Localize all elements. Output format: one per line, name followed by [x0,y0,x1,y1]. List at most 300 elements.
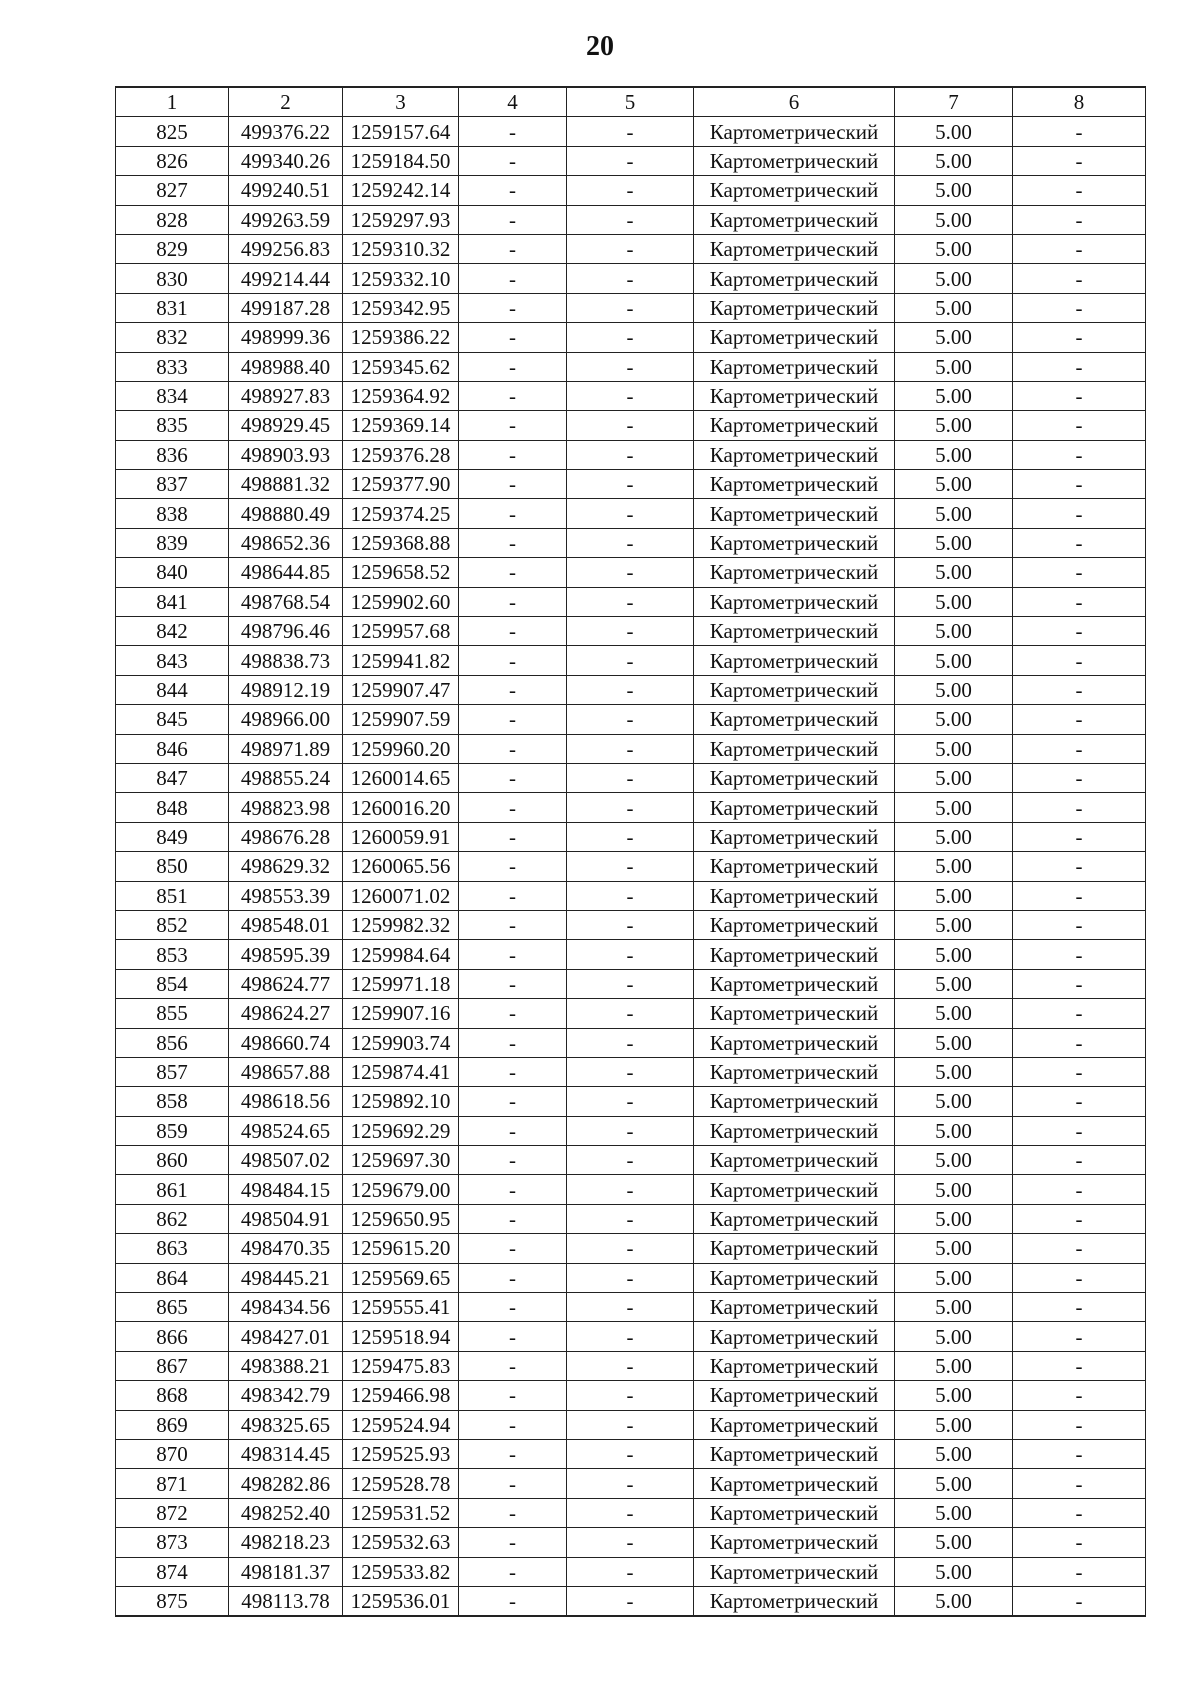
cell-point-number: 829 [116,234,229,263]
cell-col-8: - [1013,470,1146,499]
cell-col-8: - [1013,381,1146,410]
cell-col-8: - [1013,323,1146,352]
cell-method: Картометрический [694,646,895,675]
cell-x-coordinate: 499256.83 [229,234,343,263]
cell-method: Картометрический [694,1498,895,1527]
cell-col-5: - [567,1146,694,1175]
cell-col-8: - [1013,734,1146,763]
cell-accuracy: 5.00 [895,499,1013,528]
table-row [116,528,1146,557]
column-header: 3 [343,87,459,117]
cell-col-4: - [459,852,567,881]
cell-accuracy: 5.00 [895,852,1013,881]
table-row [116,646,1146,675]
cell-col-5: - [567,1439,694,1468]
cell-x-coordinate: 498624.27 [229,999,343,1028]
cell-col-4: - [459,1116,567,1145]
cell-accuracy: 5.00 [895,352,1013,381]
cell-point-number: 870 [116,1439,229,1468]
cell-col-8: - [1013,646,1146,675]
cell-y-coordinate: 1259518.94 [343,1322,459,1351]
cell-accuracy: 5.00 [895,1204,1013,1233]
cell-point-number: 863 [116,1234,229,1263]
table-row [116,969,1146,998]
cell-col-8: - [1013,558,1146,587]
cell-y-coordinate: 1260071.02 [343,881,459,910]
cell-x-coordinate: 498796.46 [229,617,343,646]
cell-x-coordinate: 499240.51 [229,176,343,205]
cell-y-coordinate: 1259679.00 [343,1175,459,1204]
cell-y-coordinate: 1259368.88 [343,528,459,557]
cell-col-4: - [459,1586,567,1616]
cell-accuracy: 5.00 [895,323,1013,352]
cell-col-5: - [567,646,694,675]
table-row [116,176,1146,205]
cell-point-number: 864 [116,1263,229,1292]
table-row [116,587,1146,616]
cell-y-coordinate: 1259692.29 [343,1116,459,1145]
cell-col-8: - [1013,146,1146,175]
cell-method: Картометрический [694,1557,895,1586]
cell-x-coordinate: 498912.19 [229,675,343,704]
cell-point-number: 848 [116,793,229,822]
cell-point-number: 844 [116,675,229,704]
cell-y-coordinate: 1259376.28 [343,440,459,469]
cell-col-8: - [1013,1381,1146,1410]
cell-method: Картометрический [694,323,895,352]
cell-point-number: 867 [116,1351,229,1380]
cell-y-coordinate: 1259971.18 [343,969,459,998]
cell-method: Картометрический [694,1439,895,1468]
cell-col-8: - [1013,1293,1146,1322]
cell-col-4: - [459,1322,567,1351]
cell-method: Картометрический [694,1410,895,1439]
cell-point-number: 874 [116,1557,229,1586]
cell-accuracy: 5.00 [895,381,1013,410]
cell-point-number: 845 [116,705,229,734]
cell-col-5: - [567,1175,694,1204]
table-row [116,264,1146,293]
table-row [116,117,1146,146]
cell-y-coordinate: 1259902.60 [343,587,459,616]
cell-col-5: - [567,381,694,410]
cell-accuracy: 5.00 [895,617,1013,646]
table-row [116,205,1146,234]
cell-col-4: - [459,1028,567,1057]
cell-col-5: - [567,1204,694,1233]
cell-method: Картометрический [694,910,895,939]
cell-point-number: 846 [116,734,229,763]
cell-col-4: - [459,205,567,234]
cell-col-8: - [1013,117,1146,146]
cell-col-8: - [1013,499,1146,528]
cell-col-5: - [567,352,694,381]
cell-col-5: - [567,734,694,763]
cell-col-5: - [567,411,694,440]
cell-y-coordinate: 1259982.32 [343,910,459,939]
cell-y-coordinate: 1259907.47 [343,675,459,704]
cell-accuracy: 5.00 [895,1057,1013,1086]
cell-point-number: 866 [116,1322,229,1351]
cell-method: Картометрический [694,1175,895,1204]
cell-col-5: - [567,822,694,851]
cell-point-number: 839 [116,528,229,557]
cell-col-5: - [567,1557,694,1586]
column-header: 4 [459,87,567,117]
cell-point-number: 825 [116,117,229,146]
cell-method: Картометрический [694,1586,895,1616]
cell-y-coordinate: 1259907.59 [343,705,459,734]
cell-col-4: - [459,587,567,616]
cell-x-coordinate: 498181.37 [229,1557,343,1586]
cell-x-coordinate: 498548.01 [229,910,343,939]
cell-x-coordinate: 498342.79 [229,1381,343,1410]
cell-col-8: - [1013,528,1146,557]
cell-col-8: - [1013,1469,1146,1498]
cell-x-coordinate: 498314.45 [229,1439,343,1468]
cell-col-5: - [567,1293,694,1322]
cell-x-coordinate: 499214.44 [229,264,343,293]
cell-col-8: - [1013,675,1146,704]
cell-x-coordinate: 498676.28 [229,822,343,851]
cell-x-coordinate: 498644.85 [229,558,343,587]
cell-y-coordinate: 1259345.62 [343,352,459,381]
cell-y-coordinate: 1259377.90 [343,470,459,499]
cell-x-coordinate: 498823.98 [229,793,343,822]
cell-col-5: - [567,1410,694,1439]
cell-col-4: - [459,1498,567,1527]
cell-y-coordinate: 1259475.83 [343,1351,459,1380]
cell-col-8: - [1013,264,1146,293]
cell-col-5: - [567,793,694,822]
cell-col-4: - [459,617,567,646]
cell-point-number: 871 [116,1469,229,1498]
cell-col-5: - [567,617,694,646]
table-row [116,910,1146,939]
cell-method: Картометрический [694,440,895,469]
table-row [116,1410,1146,1439]
cell-accuracy: 5.00 [895,205,1013,234]
cell-accuracy: 5.00 [895,1381,1013,1410]
cell-point-number: 842 [116,617,229,646]
cell-method: Картометрический [694,411,895,440]
column-header: 5 [567,87,694,117]
table-row [116,1351,1146,1380]
table-row [116,705,1146,734]
cell-col-4: - [459,1234,567,1263]
cell-col-5: - [567,323,694,352]
cell-col-8: - [1013,1498,1146,1527]
cell-accuracy: 5.00 [895,146,1013,175]
cell-x-coordinate: 498629.32 [229,852,343,881]
cell-method: Картометрический [694,528,895,557]
cell-method: Картометрический [694,1322,895,1351]
cell-x-coordinate: 499187.28 [229,293,343,322]
cell-col-8: - [1013,793,1146,822]
cell-x-coordinate: 498927.83 [229,381,343,410]
cell-col-5: - [567,117,694,146]
cell-col-8: - [1013,1351,1146,1380]
cell-col-4: - [459,1057,567,1086]
cell-col-8: - [1013,293,1146,322]
cell-x-coordinate: 498218.23 [229,1528,343,1557]
cell-method: Картометрический [694,499,895,528]
cell-point-number: 856 [116,1028,229,1057]
cell-y-coordinate: 1259957.68 [343,617,459,646]
cell-accuracy: 5.00 [895,1087,1013,1116]
cell-point-number: 837 [116,470,229,499]
cell-y-coordinate: 1259532.63 [343,1528,459,1557]
cell-x-coordinate: 498660.74 [229,1028,343,1057]
table-row [116,1175,1146,1204]
cell-accuracy: 5.00 [895,558,1013,587]
cell-y-coordinate: 1259525.93 [343,1439,459,1468]
cell-col-5: - [567,1028,694,1057]
cell-col-8: - [1013,910,1146,939]
cell-col-5: - [567,940,694,969]
cell-col-4: - [459,470,567,499]
cell-col-5: - [567,1263,694,1292]
cell-method: Картометрический [694,675,895,704]
cell-point-number: 843 [116,646,229,675]
table-row [116,1322,1146,1351]
cell-method: Картометрический [694,1528,895,1557]
cell-col-8: - [1013,205,1146,234]
table-row [116,1234,1146,1263]
cell-point-number: 827 [116,176,229,205]
cell-col-4: - [459,264,567,293]
cell-col-5: - [567,1234,694,1263]
cell-col-8: - [1013,881,1146,910]
cell-col-8: - [1013,1439,1146,1468]
table-row [116,1528,1146,1557]
cell-accuracy: 5.00 [895,411,1013,440]
cell-col-5: - [567,852,694,881]
cell-point-number: 872 [116,1498,229,1527]
table-row [116,1116,1146,1145]
cell-col-8: - [1013,1410,1146,1439]
cell-col-4: - [459,381,567,410]
cell-method: Картометрический [694,352,895,381]
cell-point-number: 834 [116,381,229,410]
cell-y-coordinate: 1259528.78 [343,1469,459,1498]
column-header: 8 [1013,87,1146,117]
cell-point-number: 832 [116,323,229,352]
cell-col-8: - [1013,234,1146,263]
cell-x-coordinate: 498768.54 [229,587,343,616]
cell-accuracy: 5.00 [895,1498,1013,1527]
cell-point-number: 854 [116,969,229,998]
cell-accuracy: 5.00 [895,1557,1013,1586]
table-row [116,1557,1146,1586]
cell-x-coordinate: 498929.45 [229,411,343,440]
cell-col-4: - [459,1528,567,1557]
table-row [116,1204,1146,1233]
cell-point-number: 833 [116,352,229,381]
cell-col-4: - [459,940,567,969]
table-row [116,381,1146,410]
cell-col-8: - [1013,1175,1146,1204]
cell-accuracy: 5.00 [895,234,1013,263]
table-row [116,793,1146,822]
cell-col-4: - [459,293,567,322]
table-row [116,352,1146,381]
cell-accuracy: 5.00 [895,734,1013,763]
cell-point-number: 840 [116,558,229,587]
cell-x-coordinate: 498618.56 [229,1087,343,1116]
cell-col-5: - [567,675,694,704]
cell-accuracy: 5.00 [895,1263,1013,1292]
cell-method: Картометрический [694,1293,895,1322]
cell-col-5: - [567,1498,694,1527]
cell-col-4: - [459,117,567,146]
cell-point-number: 869 [116,1410,229,1439]
cell-col-5: - [567,763,694,792]
cell-method: Картометрический [694,117,895,146]
cell-method: Картометрический [694,1469,895,1498]
cell-y-coordinate: 1260059.91 [343,822,459,851]
cell-method: Картометрический [694,1028,895,1057]
cell-col-5: - [567,205,694,234]
cell-col-5: - [567,881,694,910]
table-row [116,1381,1146,1410]
cell-y-coordinate: 1259555.41 [343,1293,459,1322]
table-row [116,1146,1146,1175]
table-row [116,1057,1146,1086]
cell-accuracy: 5.00 [895,440,1013,469]
cell-x-coordinate: 498434.56 [229,1293,343,1322]
cell-point-number: 851 [116,881,229,910]
cell-col-8: - [1013,176,1146,205]
cell-accuracy: 5.00 [895,793,1013,822]
cell-accuracy: 5.00 [895,1351,1013,1380]
cell-col-5: - [567,587,694,616]
cell-method: Картометрический [694,940,895,969]
cell-point-number: 857 [116,1057,229,1086]
cell-col-4: - [459,1557,567,1586]
cell-x-coordinate: 498445.21 [229,1263,343,1292]
cell-method: Картометрический [694,146,895,175]
cell-col-5: - [567,528,694,557]
cell-method: Картометрический [694,381,895,410]
cell-method: Картометрический [694,852,895,881]
cell-col-5: - [567,999,694,1028]
cell-point-number: 855 [116,999,229,1028]
cell-point-number: 850 [116,852,229,881]
cell-x-coordinate: 498881.32 [229,470,343,499]
table-row [116,1586,1146,1616]
cell-x-coordinate: 498657.88 [229,1057,343,1086]
cell-col-4: - [459,558,567,587]
cell-col-5: - [567,146,694,175]
cell-x-coordinate: 498595.39 [229,940,343,969]
cell-y-coordinate: 1259984.64 [343,940,459,969]
table-row [116,852,1146,881]
cell-method: Картометрический [694,1381,895,1410]
cell-y-coordinate: 1259342.95 [343,293,459,322]
cell-point-number: 830 [116,264,229,293]
cell-x-coordinate: 499376.22 [229,117,343,146]
table-row [116,675,1146,704]
table-row [116,999,1146,1028]
cell-method: Картометрический [694,822,895,851]
cell-accuracy: 5.00 [895,470,1013,499]
cell-col-8: - [1013,852,1146,881]
cell-col-5: - [567,1381,694,1410]
cell-col-5: - [567,1586,694,1616]
cell-x-coordinate: 498624.77 [229,969,343,998]
cell-col-8: - [1013,969,1146,998]
cell-accuracy: 5.00 [895,1234,1013,1263]
cell-point-number: 862 [116,1204,229,1233]
cell-col-5: - [567,1057,694,1086]
cell-point-number: 852 [116,910,229,939]
cell-accuracy: 5.00 [895,763,1013,792]
cell-col-8: - [1013,705,1146,734]
cell-point-number: 841 [116,587,229,616]
cell-x-coordinate: 498999.36 [229,323,343,352]
cell-col-8: - [1013,440,1146,469]
cell-method: Картометрический [694,587,895,616]
cell-point-number: 826 [116,146,229,175]
table-row [116,1469,1146,1498]
cell-accuracy: 5.00 [895,1528,1013,1557]
cell-col-4: - [459,881,567,910]
cell-y-coordinate: 1259531.52 [343,1498,459,1527]
cell-y-coordinate: 1259466.98 [343,1381,459,1410]
cell-accuracy: 5.00 [895,1439,1013,1468]
cell-x-coordinate: 498427.01 [229,1322,343,1351]
cell-method: Картометрический [694,1116,895,1145]
cell-method: Картометрический [694,205,895,234]
cell-y-coordinate: 1259184.50 [343,146,459,175]
cell-accuracy: 5.00 [895,1116,1013,1145]
table-row [116,734,1146,763]
cell-x-coordinate: 498971.89 [229,734,343,763]
cell-y-coordinate: 1259157.64 [343,117,459,146]
cell-accuracy: 5.00 [895,1175,1013,1204]
cell-point-number: 858 [116,1087,229,1116]
cell-accuracy: 5.00 [895,1322,1013,1351]
cell-col-8: - [1013,940,1146,969]
cell-x-coordinate: 498524.65 [229,1116,343,1145]
cell-col-5: - [567,558,694,587]
header-row [116,87,1146,117]
cell-col-8: - [1013,587,1146,616]
cell-col-5: - [567,910,694,939]
cell-y-coordinate: 1259332.10 [343,264,459,293]
cell-accuracy: 5.00 [895,528,1013,557]
cell-y-coordinate: 1259874.41 [343,1057,459,1086]
cell-col-5: - [567,1322,694,1351]
cell-col-4: - [459,675,567,704]
cell-col-5: - [567,264,694,293]
cell-x-coordinate: 498903.93 [229,440,343,469]
cell-x-coordinate: 499340.26 [229,146,343,175]
cell-col-4: - [459,822,567,851]
cell-col-5: - [567,470,694,499]
cell-col-4: - [459,1293,567,1322]
cell-accuracy: 5.00 [895,264,1013,293]
cell-x-coordinate: 498838.73 [229,646,343,675]
column-header: 7 [895,87,1013,117]
cell-point-number: 853 [116,940,229,969]
cell-y-coordinate: 1259697.30 [343,1146,459,1175]
cell-y-coordinate: 1259310.32 [343,234,459,263]
cell-col-4: - [459,1087,567,1116]
table-row [116,1263,1146,1292]
cell-x-coordinate: 498113.78 [229,1586,343,1616]
